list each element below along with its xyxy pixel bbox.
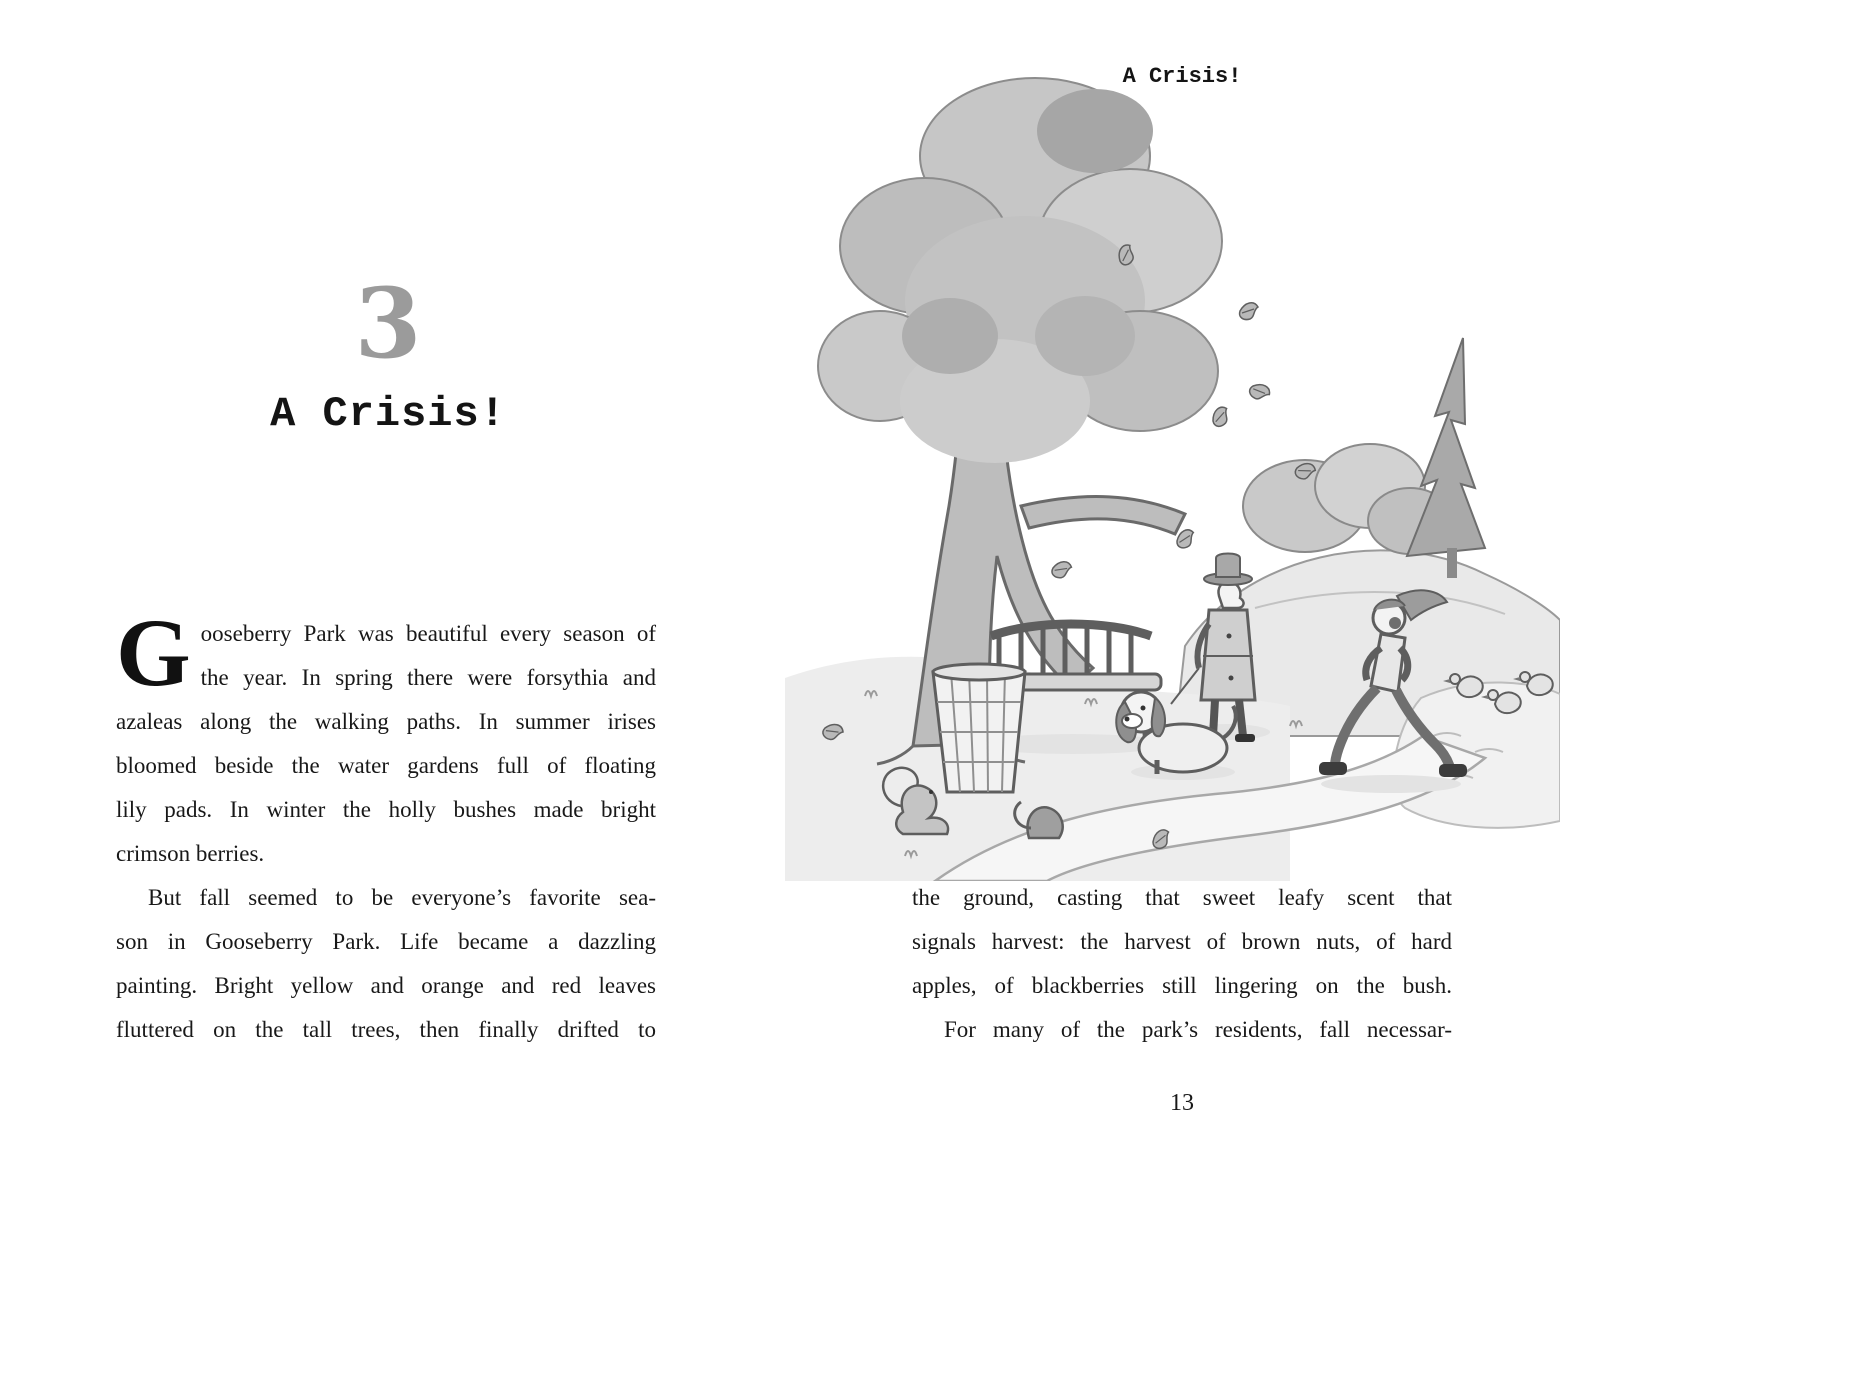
- chapter-number: 3: [354, 267, 422, 380]
- text-line: ooseberry Park was beautiful every season of: [200, 621, 656, 646]
- text-line: crimson berries.: [116, 841, 265, 866]
- trash-basket: [933, 664, 1025, 792]
- text-line: azaleas along the walking paths. In summer irises: [116, 709, 656, 734]
- text-line: For many of the park’s residents, fall necessar-: [944, 1017, 1452, 1042]
- text-line: apples, of blackberries still lingering on the bush.: [912, 973, 1452, 998]
- text-line: son in Gooseberry Park. Life became a dazzling: [116, 929, 656, 954]
- running-head: A Crisis!: [1122, 64, 1242, 89]
- pine-tree: [1407, 338, 1485, 578]
- right-page-body: [912, 876, 1452, 1052]
- text-line: But fall seemed to be everyone’s favorite sea-: [148, 885, 656, 910]
- park-illustration: [785, 36, 1560, 881]
- text-line: signals harvest: the harvest of brown nuts, of hard: [912, 929, 1452, 954]
- text-line: the year. In spring there were forsythia and: [200, 665, 656, 690]
- left-page-body: [116, 599, 656, 1052]
- text-line: painting. Bright yellow and orange and red leaves: [116, 973, 656, 998]
- page-number: 13: [1170, 1090, 1194, 1116]
- text-line: fluttered on the tall trees, then finally drifted to: [116, 1017, 656, 1042]
- drop-cap: G: [116, 599, 191, 706]
- text-line: lily pads. In winter the holly bushes made bright: [116, 797, 656, 822]
- chapter-title: A Crisis!: [270, 390, 506, 438]
- text-line: the ground, casting that sweet leafy scent that: [912, 885, 1452, 910]
- text-line: bloomed beside the water gardens full of floating: [116, 753, 656, 778]
